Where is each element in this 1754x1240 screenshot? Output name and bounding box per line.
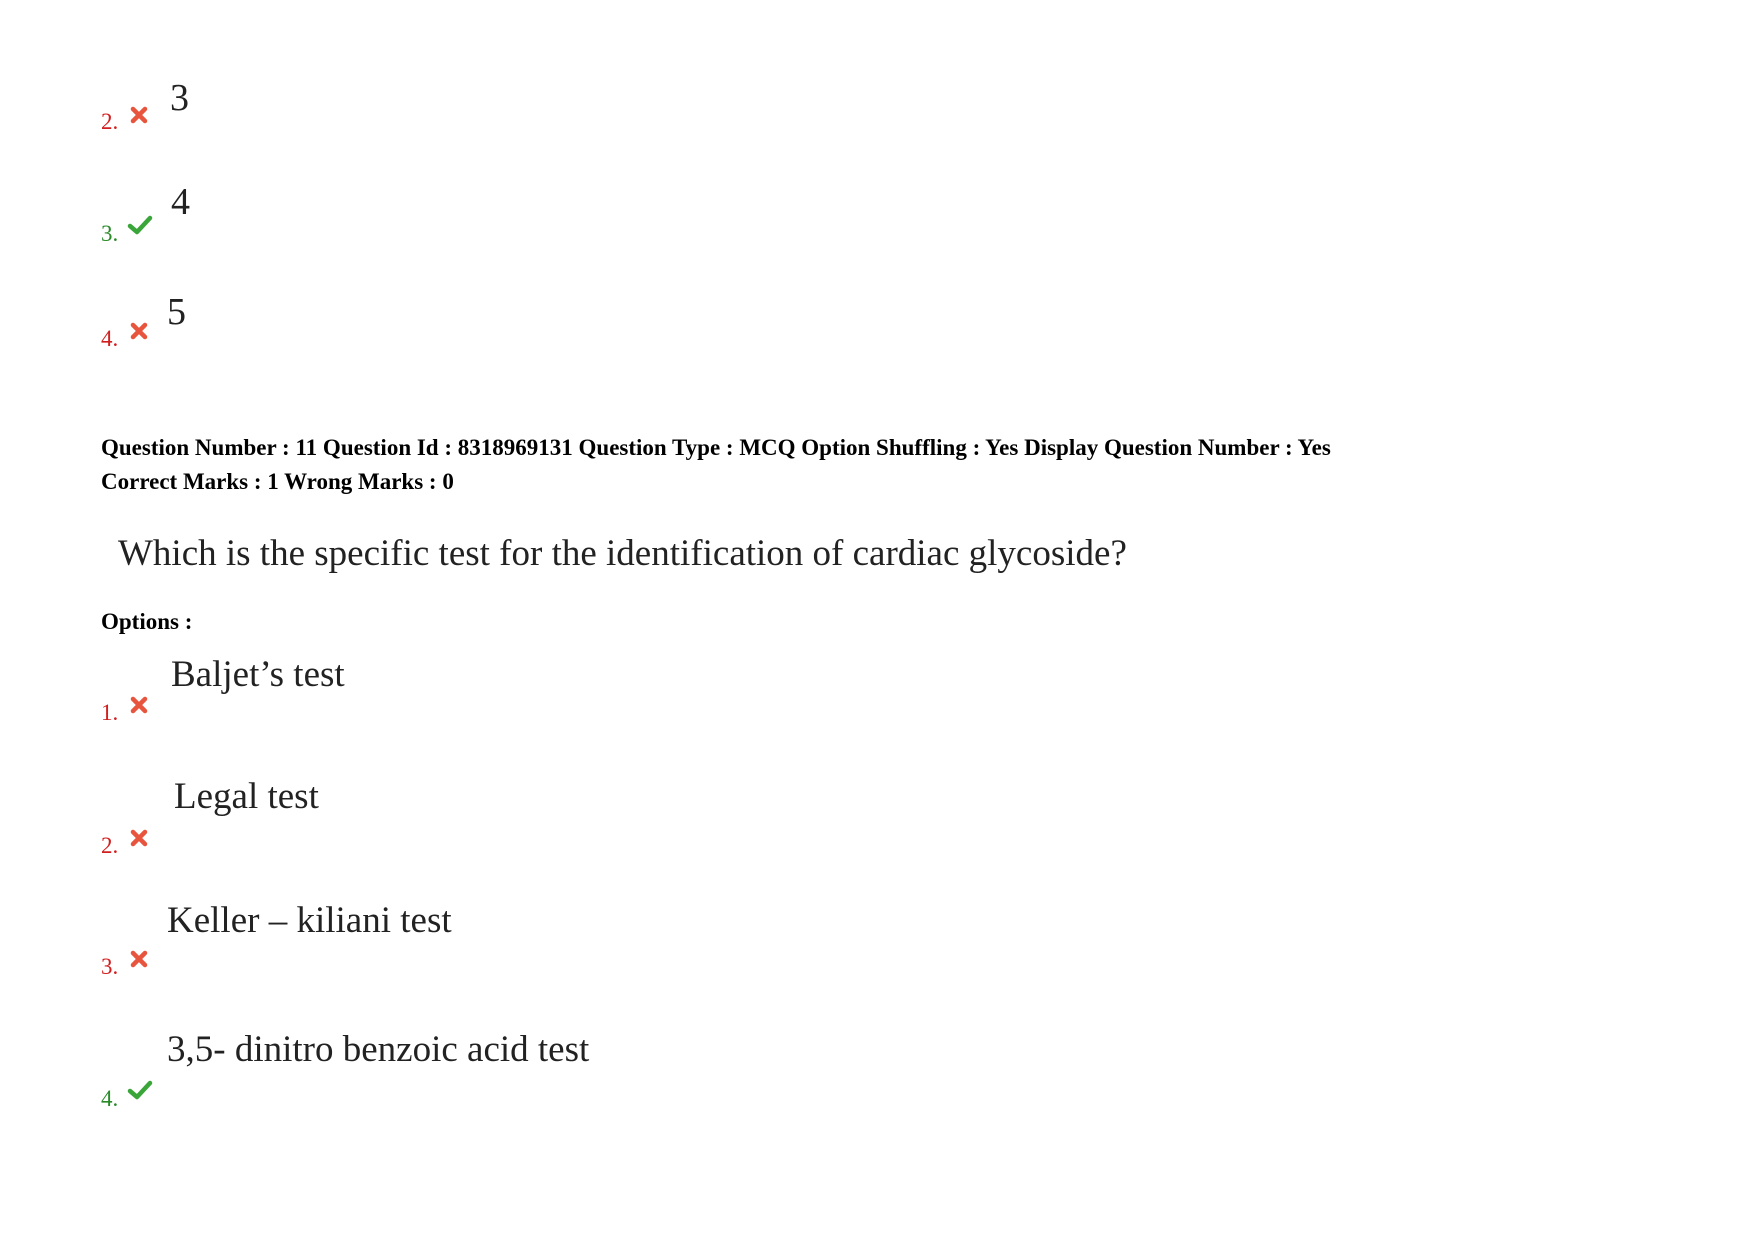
option-text: Baljet’s test xyxy=(171,654,345,695)
option-text: 4 xyxy=(171,181,190,223)
option-number: 2. xyxy=(101,109,119,134)
question-meta-line1: Question Number : 11 Question Id : 8318969131 Question Type : MCQ Option Shuffling : Yes Display Question Number : Yes xyxy=(101,435,1331,460)
option-text: 3 xyxy=(170,77,189,119)
option-number: 2. xyxy=(101,833,119,858)
cross-icon xyxy=(128,948,150,970)
check-icon xyxy=(127,214,153,236)
cross-icon xyxy=(128,104,150,126)
check-icon xyxy=(127,1079,153,1101)
cross-icon xyxy=(128,827,150,849)
option-number: 3. xyxy=(101,221,119,246)
option-text: Legal test xyxy=(174,776,319,817)
option-number: 4. xyxy=(101,1086,119,1111)
options-label: Options : xyxy=(101,609,193,634)
option-text: 5 xyxy=(167,291,186,333)
option-number: 1. xyxy=(101,700,119,725)
option-number: 4. xyxy=(101,326,119,351)
cross-icon xyxy=(128,320,150,342)
option-text: 3,5- dinitro benzoic acid test xyxy=(167,1029,590,1070)
question-meta-line2: Correct Marks : 1 Wrong Marks : 0 xyxy=(101,469,454,494)
question-text: Which is the specific test for the identification of cardiac glycoside? xyxy=(118,533,1127,574)
option-number: 3. xyxy=(101,954,119,979)
cross-icon xyxy=(128,694,150,716)
option-text: Keller – kiliani test xyxy=(167,900,452,941)
